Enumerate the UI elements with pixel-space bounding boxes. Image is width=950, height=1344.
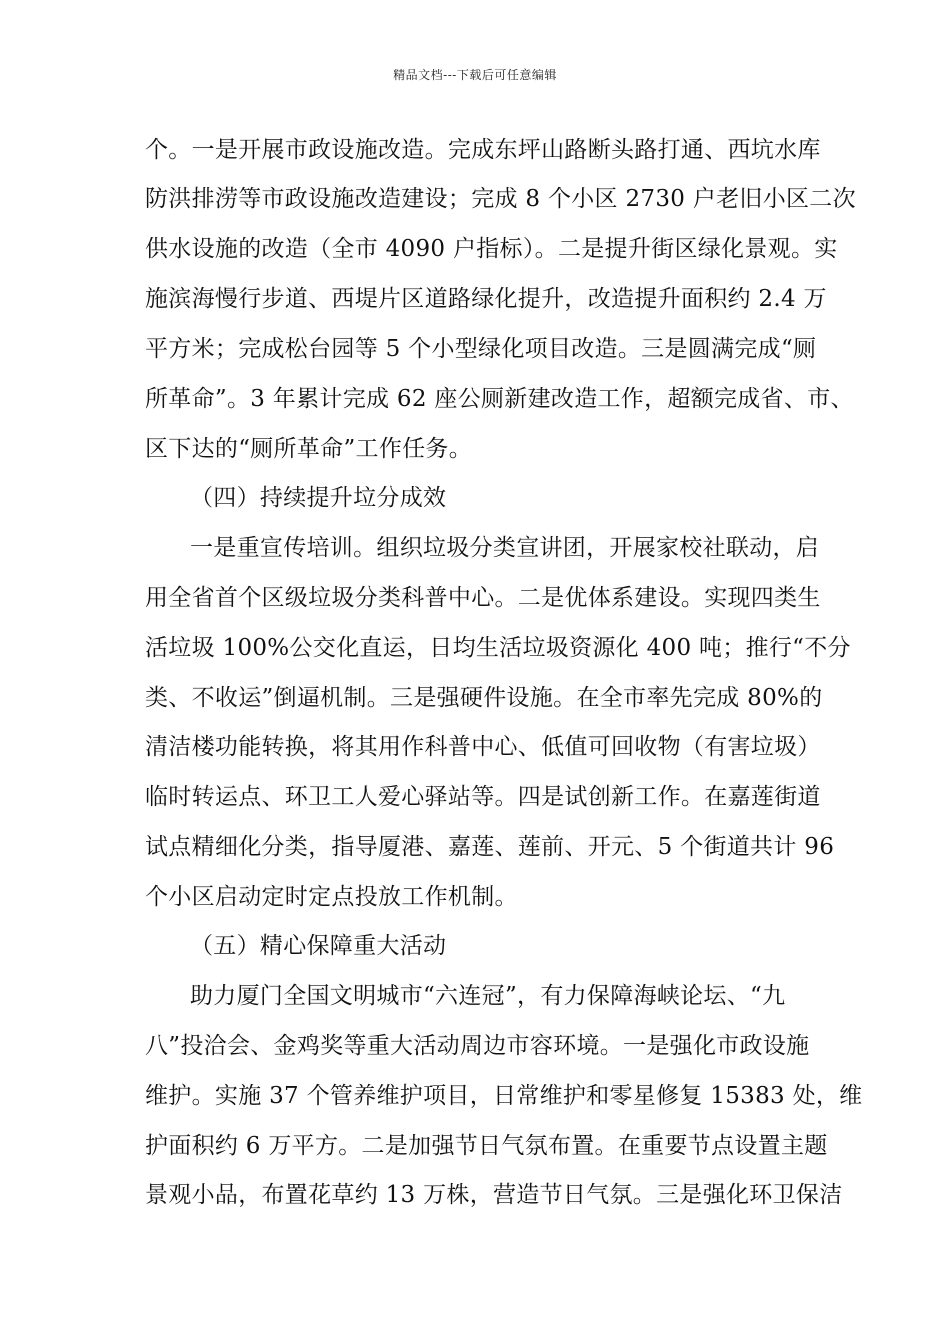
text-line: 平方米；完成松台园等 5 个小型绿化项目改造。三是圆满完成“厕 [145,336,817,362]
text-line: 护面积约 6 万平方。二是加强节日气氛布置。在重要节点设置主题 [145,1133,828,1159]
text-line: 活垃圾 100%公交化直运，日均生活垃圾资源化 400 吨；推行“不分 [145,635,851,661]
text-line: 试点精细化分类，指导厦港、嘉莲、莲前、开元、5 个街道共计 96 [145,834,835,860]
text-line: 临时转运点、环卫工人爱心驿站等。四是试创新工作。在嘉莲街道 [145,784,821,810]
text-line: 区下达的“厕所革命”工作任务。 [145,436,473,462]
paragraph-first-line: 一是重宣传培训。组织垃圾分类宣讲团，开展家校社联动，启 [190,535,820,561]
text-line: 个。一是开展市政设施改造。完成东坪山路断头路打通、西坑水库 [145,137,821,163]
paragraph-first-line: 助力厦门全国文明城市“六连冠”，有力保障海峡论坛、“九 [190,983,786,1009]
text-line: 景观小品，布置花草约 13 万株，营造节日气氛。三是强化环卫保洁 [145,1182,843,1208]
page-header: 精品文档---下载后可任意编辑 [393,68,557,82]
section-heading: （四）持续提升垃分成效 [190,485,447,511]
section-heading: （五）精心保障重大活动 [190,933,447,959]
text-line: 维护。实施 37 个管养维护项目，日常维护和零星修复 15383 处，维 [145,1083,863,1109]
text-line: 供水设施的改造（全市 4090 户指标）。二是提升街区绿化景观。实 [145,236,838,262]
text-line: 防洪排涝等市政设施改造建设；完成 8 个小区 2730 户老旧小区二次 [145,186,856,212]
text-line: 所革命”。3 年累计完成 62 座公厕新建改造工作，超额完成省、市、 [145,386,854,412]
text-line: 个小区启动定时定点投放工作机制。 [145,884,518,910]
text-line: 八”投洽会、金鸡奖等重大活动周边市容环境。一是强化市政设施 [145,1033,810,1059]
text-line: 类、不收运”倒逼机制。三是强硬件设施。在全市率先完成 80%的 [145,685,823,711]
text-line: 清洁楼功能转换，将其用作科普中心、低值可回收物（有害垃圾） [145,734,821,760]
text-line: 用全省首个区级垃圾分类科普中心。二是优体系建设。实现四类生 [145,585,821,611]
text-line: 施滨海慢行步道、西堤片区道路绿化提升，改造提升面积约 2.4 万 [145,286,827,312]
